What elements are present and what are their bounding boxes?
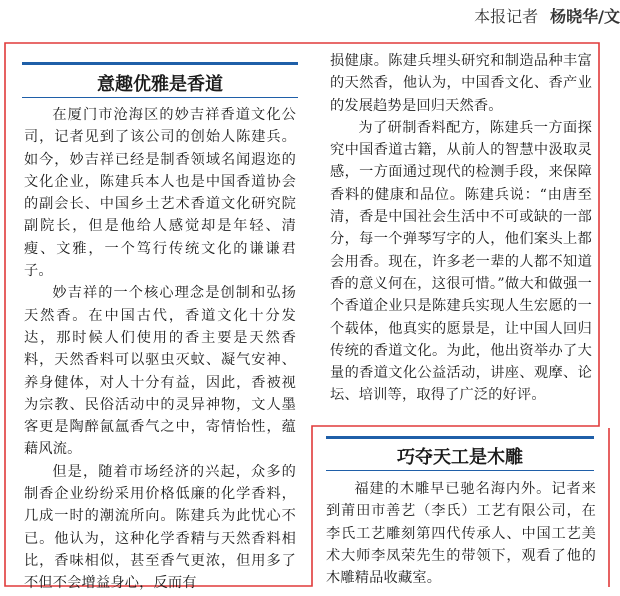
article-woodcarving (314, 428, 610, 588)
byline-author: 杨晓华/文 (550, 7, 620, 26)
paragraph: 妙吉祥的一个核心理念是创制和弘扬天然香。在中国古代，香道文化十分发达，那时候人们使用的香主要是天然香料，天然香料可以驱虫灭蚊、凝气安神、养身健体，对人十分有益，因此，香被视为宗教、民俗活动中的灵异神物，文人墨客更是陶醉氤氲香气之中，寄情怡性，蕴藉风流。 (24, 285, 296, 458)
article-incense-headline: 意趣优雅是香道 (97, 74, 223, 95)
article-incense-column-1 (24, 104, 296, 595)
headline-rule-bottom (326, 470, 594, 471)
paragraph: 福建的木雕早已驰名海内外。记者来到莆田市善艺（李氏）工艺有限公司，在李氏工艺雕刻第四代传承人、中国工艺美术大师李凤荣先生的带领下，观看了他的木雕精品收藏室。 (326, 481, 596, 587)
byline (474, 6, 620, 28)
paragraph: 损健康。陈建兵埋头研究和制造品种丰富的天然香，他认为，中国香文化、香产业的发展趋势是回归天然香。 (330, 53, 592, 114)
headline-rule-bottom (22, 97, 298, 98)
article-woodcarving-headline: 巧夺天工是木雕 (397, 447, 523, 468)
article-incense-column-2 (330, 50, 592, 407)
headline-rule-top (22, 62, 298, 65)
paragraph: 为了研制香料配方，陈建兵一方面探究中国香道古籍，从前人的智慧中汲取灵感，一方面通过现代的检测手段，来保障香料的健康和品位。陈建兵说：“由唐至清，香是中国社会生活中不可或缺的一部分，每一个弹琴写字的人，他们案头上都会用香。现在，许多老一辈的人都不知道香的意义何在，这很可惜。”做大和做强一个香道企业只是陈建兵实现人生宏愿的一个载体，他真实的愿景是，让中国人回归传统的香道文化。为此，他出资举办了大量的香道文化公益活动，讲座、观摩、论坛、培训等，取得了广泛的好评。 (330, 119, 592, 404)
byline-role: 本报记者 (474, 7, 539, 26)
headline-rule-top (326, 436, 594, 439)
paragraph: 但是，随着市场经济的兴起，众多的制香企业纷纷采用价格低廉的化学香料，几成一时的潮流所向。陈建兵为此忧心不已。他认为，这种化学香精与天然香料相比，香味相似，甚至香气更浓，但用多了不但不会增益身心，反而有 (24, 463, 296, 592)
paragraph: 在厦门市沧海区的妙吉祥香道文化公司，记者见到了该公司的创始人陈建兵。如今，妙吉祥已经是制香领域名闻遐迩的文化企业，陈建兵本人也是中国香道协会的副会长、中国乡土艺术香道文化研究院副院长，但是他给人感觉却是年轻、清瘦、文雅，一个笃行传统文化的谦谦君子。 (24, 107, 296, 280)
article-woodcarving-column (326, 478, 596, 589)
